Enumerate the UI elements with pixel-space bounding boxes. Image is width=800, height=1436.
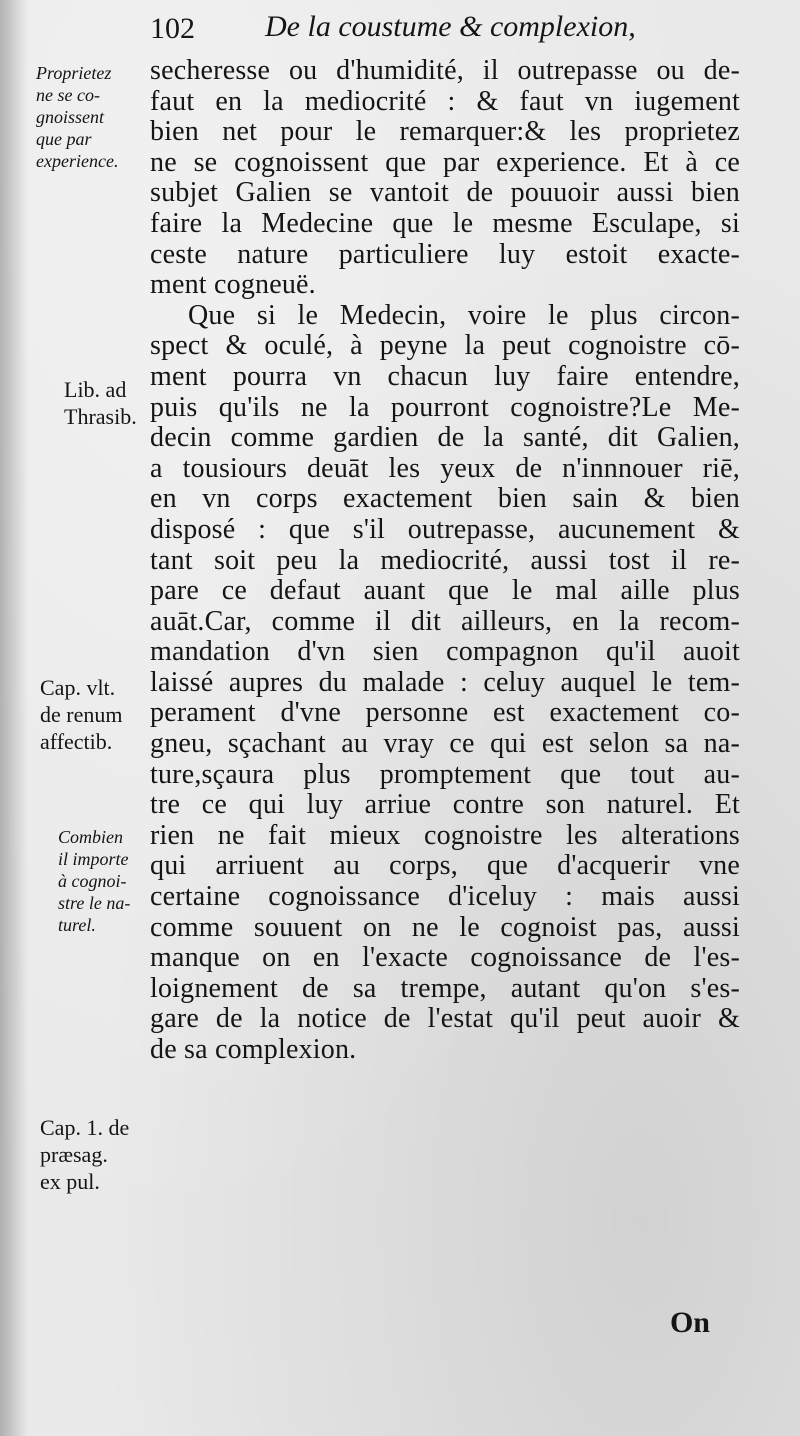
margin-note-line: experience.	[36, 151, 119, 171]
text-line: ment cogneuë.	[150, 269, 316, 301]
text-line: secheresse ou d'humidité, il outrepasse ou de-	[150, 55, 740, 86]
margin-note-line: Thrasib.	[64, 404, 137, 429]
text-line: a tousiours deuāt les yeux de n'innnouer riē,	[150, 452, 740, 484]
margin-note-line: Combien	[58, 827, 123, 847]
catchword: On	[669, 1306, 710, 1339]
page-header	[150, 8, 750, 58]
page-number: 102	[150, 12, 195, 45]
text-line: tre ce qui luy arriue contre son naturel. Et	[150, 789, 740, 821]
text-line: faut en la mediocrité : & faut vn iugement	[150, 85, 740, 117]
running-head: De la coustume & complexion,	[265, 10, 636, 43]
text-line: laissé aupres du malade : celuy auquel le tem-	[150, 666, 740, 698]
margin-note-cap-1-de-praesag	[40, 1114, 155, 1195]
margin-note-line: ex pul.	[40, 1169, 100, 1194]
text-line: tant soit peu la mediocrité, aussi tost il re-	[150, 544, 740, 576]
text-line: puis qu'ils ne la pourront cognoistre?Le Me-	[150, 391, 740, 423]
text-line: qui arriuent au corps, que d'acquerir vne	[150, 850, 740, 882]
margin-note-line: Cap. vlt.	[40, 675, 116, 700]
text-line: auāt.Car, comme il dit ailleurs, en la recom-	[150, 605, 740, 637]
text-line: comme souuent on ne le cognoist pas, aussi	[150, 911, 740, 943]
margin-note-cap-vlt	[40, 674, 155, 755]
margin-note-line: Cap. 1. de	[40, 1115, 130, 1140]
text-line: subjet Galien se vantoit de pouuoir aussi bien	[150, 177, 740, 209]
text-line: faire la Medecine que le mesme Esculape, si	[150, 207, 740, 239]
text-line: en vn corps exactement bien sain & bien	[150, 483, 740, 515]
margin-note-line: stre le na-	[58, 893, 131, 913]
text-line: mandation d'vn sien compagnon qu'il auoit	[150, 636, 740, 668]
text-line: ment pourra vn chacun luy faire entendre,	[150, 360, 740, 392]
margin-note-line: que par	[36, 129, 92, 149]
text-line: decin comme gardien de la santé, dit Galien,	[150, 422, 740, 454]
margin-note-line: gnoissent	[36, 107, 105, 127]
margin-note-proprietez	[36, 62, 151, 172]
margin-note-line: præsag.	[40, 1142, 108, 1167]
text-line: Que si le Medecin, voire le plus circon-	[188, 299, 740, 331]
margin-note-line: il importe	[58, 849, 129, 869]
margin-note-line: à cognoi-	[58, 871, 127, 891]
text-line: ceste nature particuliere luy estoit exacte-	[150, 238, 740, 270]
text-line: loignement de sa trempe, autant qu'on s'es-	[150, 972, 740, 1004]
text-line: perament d'vne personne est exactement co-	[150, 697, 740, 729]
body-text	[150, 56, 740, 1066]
text-line: pare ce defaut auant que le mal aille plus	[150, 575, 740, 607]
text-line: rien ne fait mieux cognoistre les alterations	[150, 819, 740, 851]
text-line: bien net pour le remarquer:& les proprietez	[150, 116, 740, 148]
text-line: gare de la notice de l'estat qu'il peut auoir &	[150, 1003, 740, 1035]
margin-note-line: affectib.	[40, 729, 113, 754]
text-line: manque on en l'exacte cognoissance de l'es-	[150, 942, 740, 974]
margin-note-line: de renum	[40, 702, 123, 727]
margin-note-line: ne se co-	[36, 85, 100, 105]
margin-notes	[0, 0, 150, 1436]
margin-note-line: turel.	[58, 915, 96, 935]
text-line: certaine cognoissance d'iceluy : mais aussi	[150, 881, 740, 913]
text-line: gneu, sçachant au vray ce qui est selon sa na-	[150, 728, 740, 760]
text-line: ture,sçaura plus promptement que tout au-	[150, 758, 740, 790]
text-line: de sa complexion.	[150, 1034, 357, 1065]
text-line: spect & oculé, à peyne la peut cognoistre cō-	[150, 330, 740, 362]
margin-note-line: Lib. ad	[64, 377, 127, 402]
margin-note-line: Proprietez	[36, 63, 112, 83]
text-line: ne se cognoissent que par experience. Et à ce	[150, 146, 740, 178]
text-line: disposé : que s'il outrepasse, aucunement &	[150, 513, 740, 545]
